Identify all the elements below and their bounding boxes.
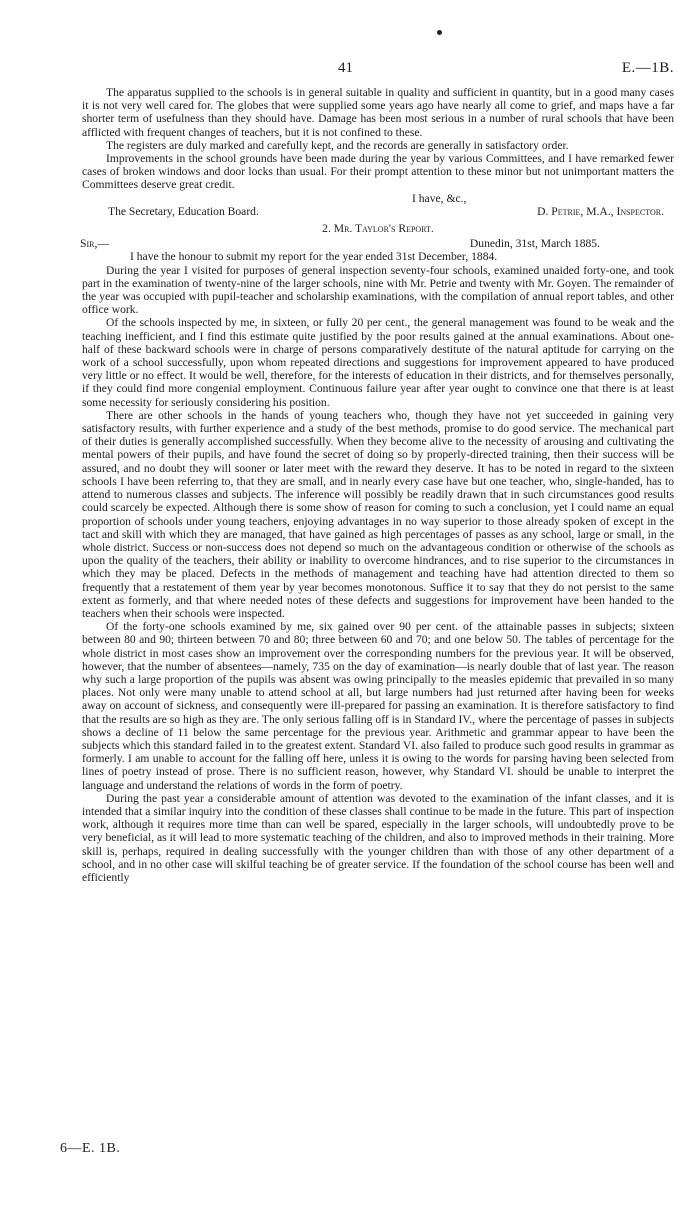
paragraph: I have the honour to submit my report for the year ended 31st December, 1884. xyxy=(130,250,498,264)
signature: D. Petrie, M.A., Inspector. xyxy=(537,204,664,218)
page-header xyxy=(0,60,700,80)
page-number: 41 xyxy=(338,60,353,76)
paragraph: Of the schools inspected by me, in sixteen, or fully 20 per cent., the general management was found to be weak and the teaching inefficient, and I find this estimate quite justified by the poor results gained at the annual examinations. About one-half of these backward schools were in charge of persons comparatively destitute of the natural aptitude for carrying on the work of a school successfully, upon whom repeated directions and suggestions for improvement appeared to have produced very little or no effect. It would be well, therefore, for the interests of education in their districts, and for themselves personally, if they could find more congenial employment. Continuous failure year after year ought to convince one that there is at least some necessity for seriously considering his position. xyxy=(82,316,674,409)
paragraph: The apparatus supplied to the schools is in general suitable in quality and sufficient in quantity, but in a good many cases it is not very well cared for. The globes that were supplied some years ago have nearly all come to grief, and maps have a far shorter term of usefulness than they should have. Damage has been most serious in a number of rural schools that have been afflicted with frequent changes of teachers, but it is not confined to these. xyxy=(82,86,674,139)
paragraph: Of the forty-one schools examined by me, six gained over 90 per cent. of the attainable passes in subjects; sixteen between 80 and 90; thirteen between 70 and 80; three between 60 and 70; and one below 50. The tables of percentage for the whole district in most cases show an improvement over the corresponding numbers for the previous year. It will be observed, however, that the number of absentees—namely, 735 on the day of examination—is nearly double that of last year. The reason why such a large proportion of the pupils was absent was owing principally to the measles epidemic that prevailed in so many places. Not only were many unable to attend school at all, but large numbers had just returned after having been for weeks away on account of sickness, and consequently were ill-prepared for passing an examination. It is therefore satisfactory to find that the results are so high as they are. The only serious falling off is in Standard IV., where the percentage of passes in subjects shows a decline of 11 below the same percentage for the previous year. Arithmetic and grammar appear to have been the subjects which this standard failed in to the greatest extent. Standard VI. also failed to produce such good results in grammar as formerly. I am unable to account for the falling off here, unless it is owing to the words for parsing having been selected from lines of poetry instead of prose. There is no sufficient reason, however, why Standard VI. should be unable to interpret the language and understand the relations of words in the form of poetry. xyxy=(82,620,674,792)
paragraph: Improvements in the school grounds have been made during the year by various Committees, and I have remarked fewer cases of broken windows and door locks than usual. For their prompt attention to these minor but not unimportant matters the Committees deserve great credit. xyxy=(82,152,674,192)
ink-dot xyxy=(437,30,442,35)
paragraph: The registers are duly marked and carefully kept, and the records are generally in satisfactory order. xyxy=(106,138,569,152)
section-title: 2. Mr. Taylor's Report. xyxy=(322,222,434,236)
document-body xyxy=(82,86,674,884)
paragraph: During the year I visited for purposes of general inspection seventy-four schools, examined unaided forty-one, and took part in the examination of twenty-nine of the larger schools, nine with Mr. Petrie and twenty with Mr. Goyen. The remainder of the year was occupied with pupil-teacher and scholarship examinations, with the compilation of annual report tables, and other office work. xyxy=(82,263,674,317)
recipient: The Secretary, Education Board. xyxy=(108,204,259,218)
salutation: Sir,— xyxy=(80,237,109,251)
paragraph: There are other schools in the hands of young teachers who, though they have not yet succeeded in gaining very satisfactory results, with further experience and a study of the best methods, promise to do good service. The mechanical part of their duties is generally accomplished successfully. When they become alive to the necessity of arousing and cultivating the mental powers of their pupils, and have found the secret of doing so by properly-directed training, then their success will be assured, and no doubt they will sooner or later meet with the reward they deserve. It has to be noted in regard to the sixteen schools I have been referring to, that they are small, and in nearly every case have but one teacher, who, single-handed, has to attend to numerous classes and subjects. The inference will possibly be readily drawn that in such circumstances good results could scarcely be expected. Although there is some show of reason for coming to such a conclusion, yet I could name an equal proportion of schools under young teachers, enjoying advantages in no way superior to those already spoken of except in the tact and skill with which they are managed, that have gained as high percentages of passes as any school, large or small, in the whole district. Success or non-success does not depend so much on the advantageous condition or otherwise of the schools as upon the quality of the teachers, their ability or inability to overcome hindrances, and to rise superior to the circumstances in which they may be placed. Defects in the methods of management and teaching have had attention directed to them so frequently that a restatement of them year by year becomes monotonous. Suffice it to say that they do not persist to the same extent as formerly, and that where needed notes of these defects and suggestions for improvement have been handed to the teachers when their schools were inspected. xyxy=(82,408,674,620)
place-date: Dunedin, 31st, March 1885. xyxy=(469,237,600,251)
document-reference: E.—1B. xyxy=(621,60,674,76)
paragraph: During the past year a considerable amount of attention was devoted to the examination of the infant classes, and it is intended that a similar inquiry into the condition of these classes shall continue to be made in the future. This part of inspection work, although it requires more time than can well be spared, especially in the larger schools, will undoubtedly prove to be very beneficial, as it will lead to more systematic teaching of the children, and also to improved methods in their training. More skill is, perhaps, required in dealing successfully with the younger children than with those of any other department of a school, and in no other case will skilful teaching be of greater service. If the foundation of the school course has been well and efficiently xyxy=(82,791,674,884)
closing-line: I have, &c., xyxy=(412,191,467,205)
salutation-row xyxy=(82,237,674,250)
signature-row xyxy=(82,205,674,218)
page-footer: 6—E. 1B. xyxy=(60,1141,121,1156)
